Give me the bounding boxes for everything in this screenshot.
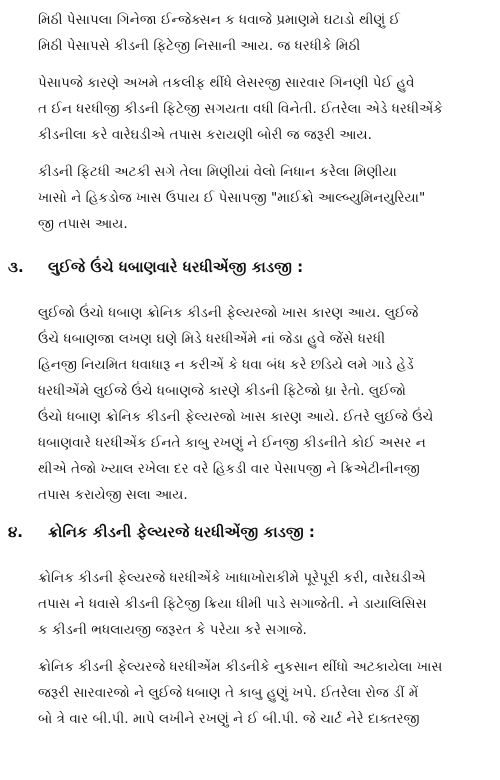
section-heading [8,521,315,543]
paragraph-line: ક કીડની ભધલાયજી જરૂરત કે પરેયા કરે સગાજે. [38,622,307,638]
paragraph-line: ખાસો ને હિકડોજ ખાસ ઉપાય ઈ પેસાપજી "માઈક્રો આલ્બ્યુમિનયુરિયા" [38,190,426,206]
paragraph-line: ક્રોનિક કીડની ફેલ્યરજે ધરધીએંમ કીડનીકે નુકસાન થીંધો અટકાયેલા ખાસ [38,659,443,675]
paragraph-line: પેસાપજે કારણે અખમે તકલીફ થીંધે લેસરજી સારવાર ગિનણી પેઈ હુવે [38,75,415,91]
paragraph-line: ત ઈન ધરધીજી કીડની ફિટેજી સગયતા વધી વિનેતી. ઈતરેલા એડે ધરધીએંકે [38,101,443,117]
paragraph-line: ઉંચો ધબાણ ક્રોનિક કીડની ફેલ્યરજો ખાસ કારણ આયે. ઈતરે લુઈજે ઉંચે [38,409,434,425]
paragraph-line: થીએ તેજો ખ્યાલ રખેલા દર વરે હિકડી વાર પેસાપજી ને ક્રિએટીનીનજી [38,461,420,477]
section-heading-text: ક્રોનિક કીડની ફેલ્યરજે ધરધીએંજી કાડજી : [48,523,315,541]
paragraph-line: કીડનીલા કરે વારેઘડીએ તપાસ કરાયણી બોરી જ જરૂરી આય. [38,127,373,143]
paragraph-line: ધરધીએંમે લુઈજે ઉંચે ધબાણજે કારણે કીડની ફિટેજો ધ્રા રેતો. લુઈજો [38,383,406,399]
paragraph-line: મિઠી પેસાપલા ગિનેજા ઈન્જેક્સન ક ધવાજે પ્રમાણમે ઘટાડો થીણું ઈ [38,12,400,28]
paragraph-line: મિઠી પેસાપસે કીડની ફિટેજી નિસાની આય. જ ધરધીકે મિઠી [38,38,361,54]
paragraph-line: જી તપાસ આય. [38,216,128,232]
paragraph-line: તપાસ ને ધવાસે કીડની ફિટેજી ક્રિયા ધીમી પાડે સગાજેતી. ને ડાયાલિસિસ [38,596,427,612]
paragraph-line: લુઈજો ઉંચો ધબાણ ક્રોનિક કીડની ફેલ્યરજો ખાસ કારણ આય. લુઈજે [38,305,419,321]
paragraph-line: ધબાણવારે ધરધીએંક ઈનતે કાબુ રખણું ને ઈનજી કીડનીતે કોઈ અસર ન [38,435,426,451]
section-heading [8,256,303,278]
paragraph-line: તપાસ કરાયેજી સલા આય. [38,487,188,503]
section-heading-text: લુઈજે ઉંચે ધબાણવારે ધરધીએંજી કાડજી : [48,258,304,276]
paragraph-line: બો ત્રે વાર બી.પી. માપે લખીને રખણું ને ઈ બી.પી. જે ચાર્ટ નેરે દાક્તરજી [38,711,420,727]
paragraph-line: જરૂરી સારવારજો ને લુઈજે ધબાણ તે કાબુ હુણું ખપે. ઈતરેલા રોજ ડીં મેં [38,685,419,701]
section-number: ૩. [8,258,24,276]
paragraph-line: ઉંચે ધબાણજા લખણ ઘણે મિડે ધરધીએંમે નાં જેડા હુવે જેંસે ધરધી [38,331,386,347]
section-number: ૪. [8,523,23,541]
paragraph-line: ક્રોનિક કીડની ફેલ્યરજે ધરધીએંકે ખાધાખોરાકીમે પૂરેપૂરી કરી, વારેઘડીએ [38,570,426,586]
paragraph-line: હિનજી નિયમિત ધવાધારૂ ન કરીએં કે ધવા બંધ કરે છડિયે લમે ગાડે હેડેં [38,357,414,373]
paragraph-line: કીડની ફિટધી અટકી સગે તેલા મિણીયાં વેલો નિધાન કરેલા મિણીયા [38,164,397,180]
